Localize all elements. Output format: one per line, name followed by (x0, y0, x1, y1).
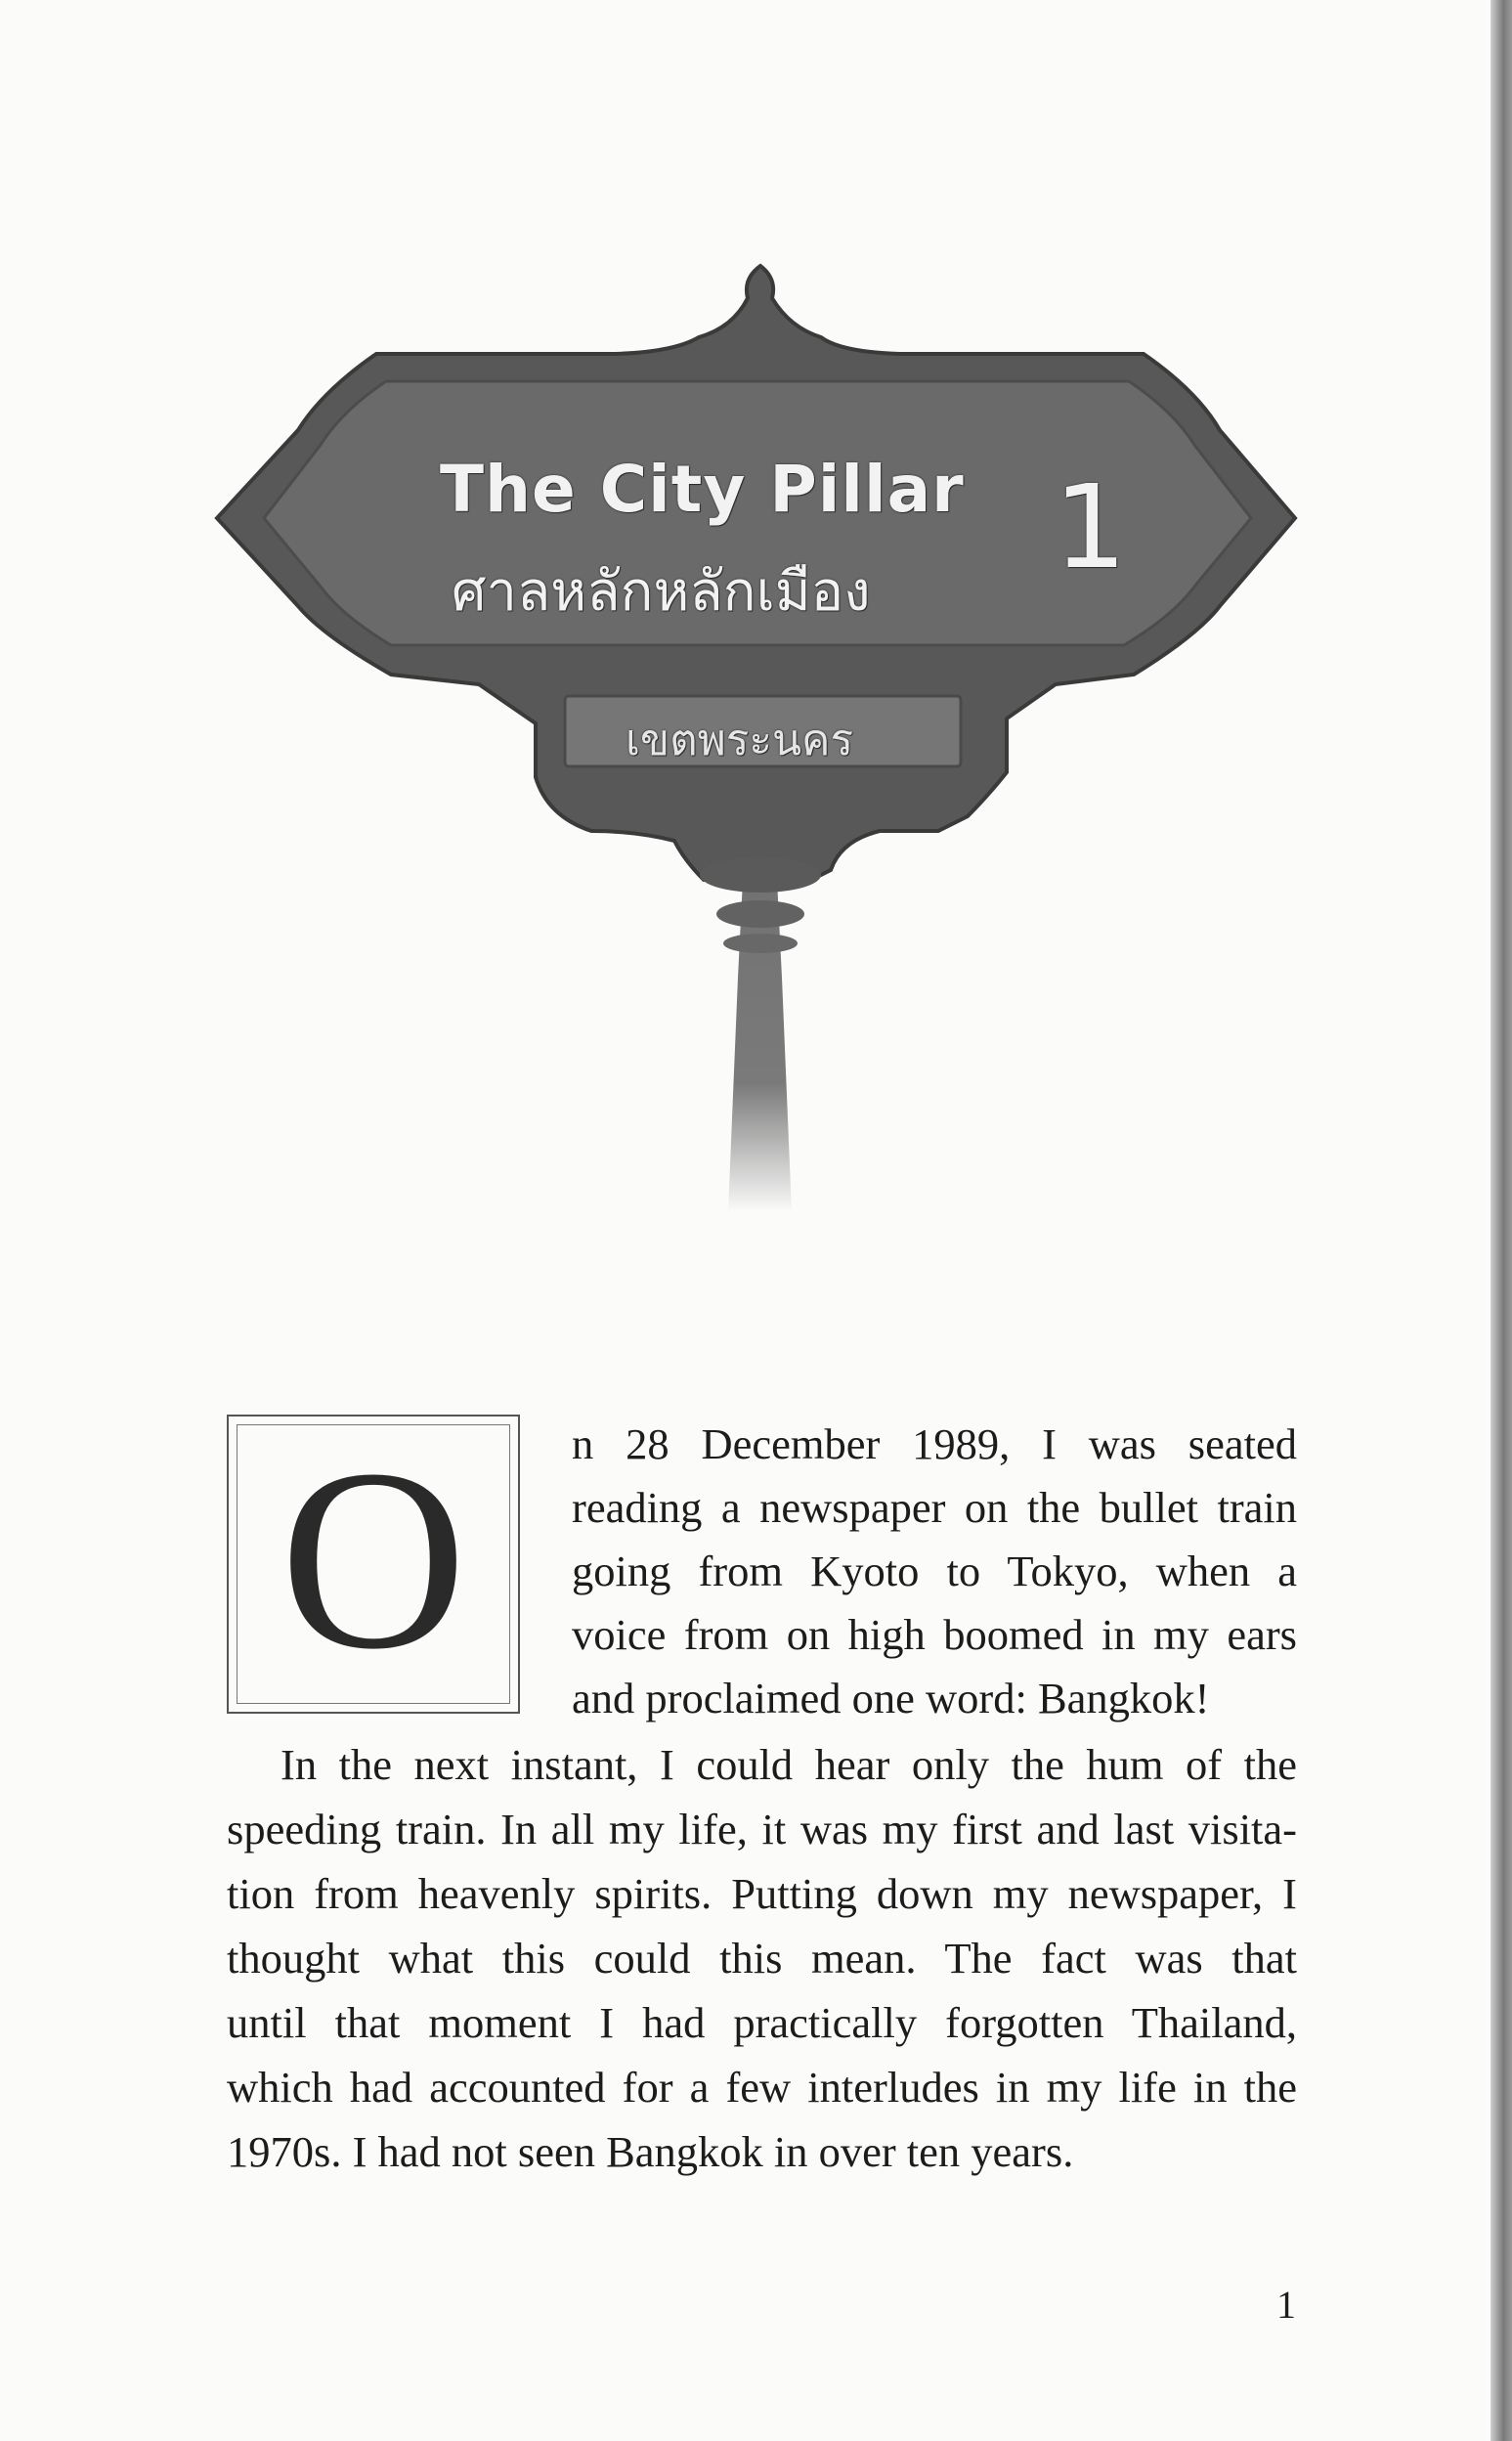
body-line: going from Kyoto to Tokyo, when a (572, 1547, 1297, 1595)
body-line: tion from heavenly spirits. Putting down my newspaper, I (227, 1869, 1297, 1918)
drop-cap-letter: O (280, 1417, 467, 1703)
body-line: and proclaimed one word: Bangkok! (572, 1674, 1210, 1722)
body-line: which had accounted for a few interludes in my life in the (227, 2063, 1297, 2112)
chapter-title: The City Pillar (440, 452, 965, 527)
body-line: 1970s. I had not seen Bangkok in over ten years. (227, 2127, 1074, 2176)
body-line: speeding train. In all my life, it was my first and last visita- (227, 1805, 1297, 1853)
district-label: เขตพระนคร (626, 716, 854, 765)
body-line: n 28 December 1989, I was seated (572, 1419, 1297, 1468)
chapter-thai-title: ศาลหลักหลักเมือง (452, 560, 871, 624)
body-line: thought what this could this mean. The fact was that (227, 1934, 1297, 1983)
body-line: In the next instant, I could hear only the hum of the (281, 1740, 1297, 1789)
body-line: voice from on high boomed in my ears (572, 1610, 1297, 1659)
body-line: until that moment I had practically forgotten Thailand, (227, 1998, 1297, 2047)
chapter-number: 1 (1054, 459, 1128, 594)
page-edge-shadow (1490, 0, 1512, 2441)
page-number: 1 (1276, 2283, 1296, 2327)
body-line: reading a newspaper on the bullet train (572, 1483, 1297, 1532)
drop-cap-frame (227, 1415, 520, 1714)
